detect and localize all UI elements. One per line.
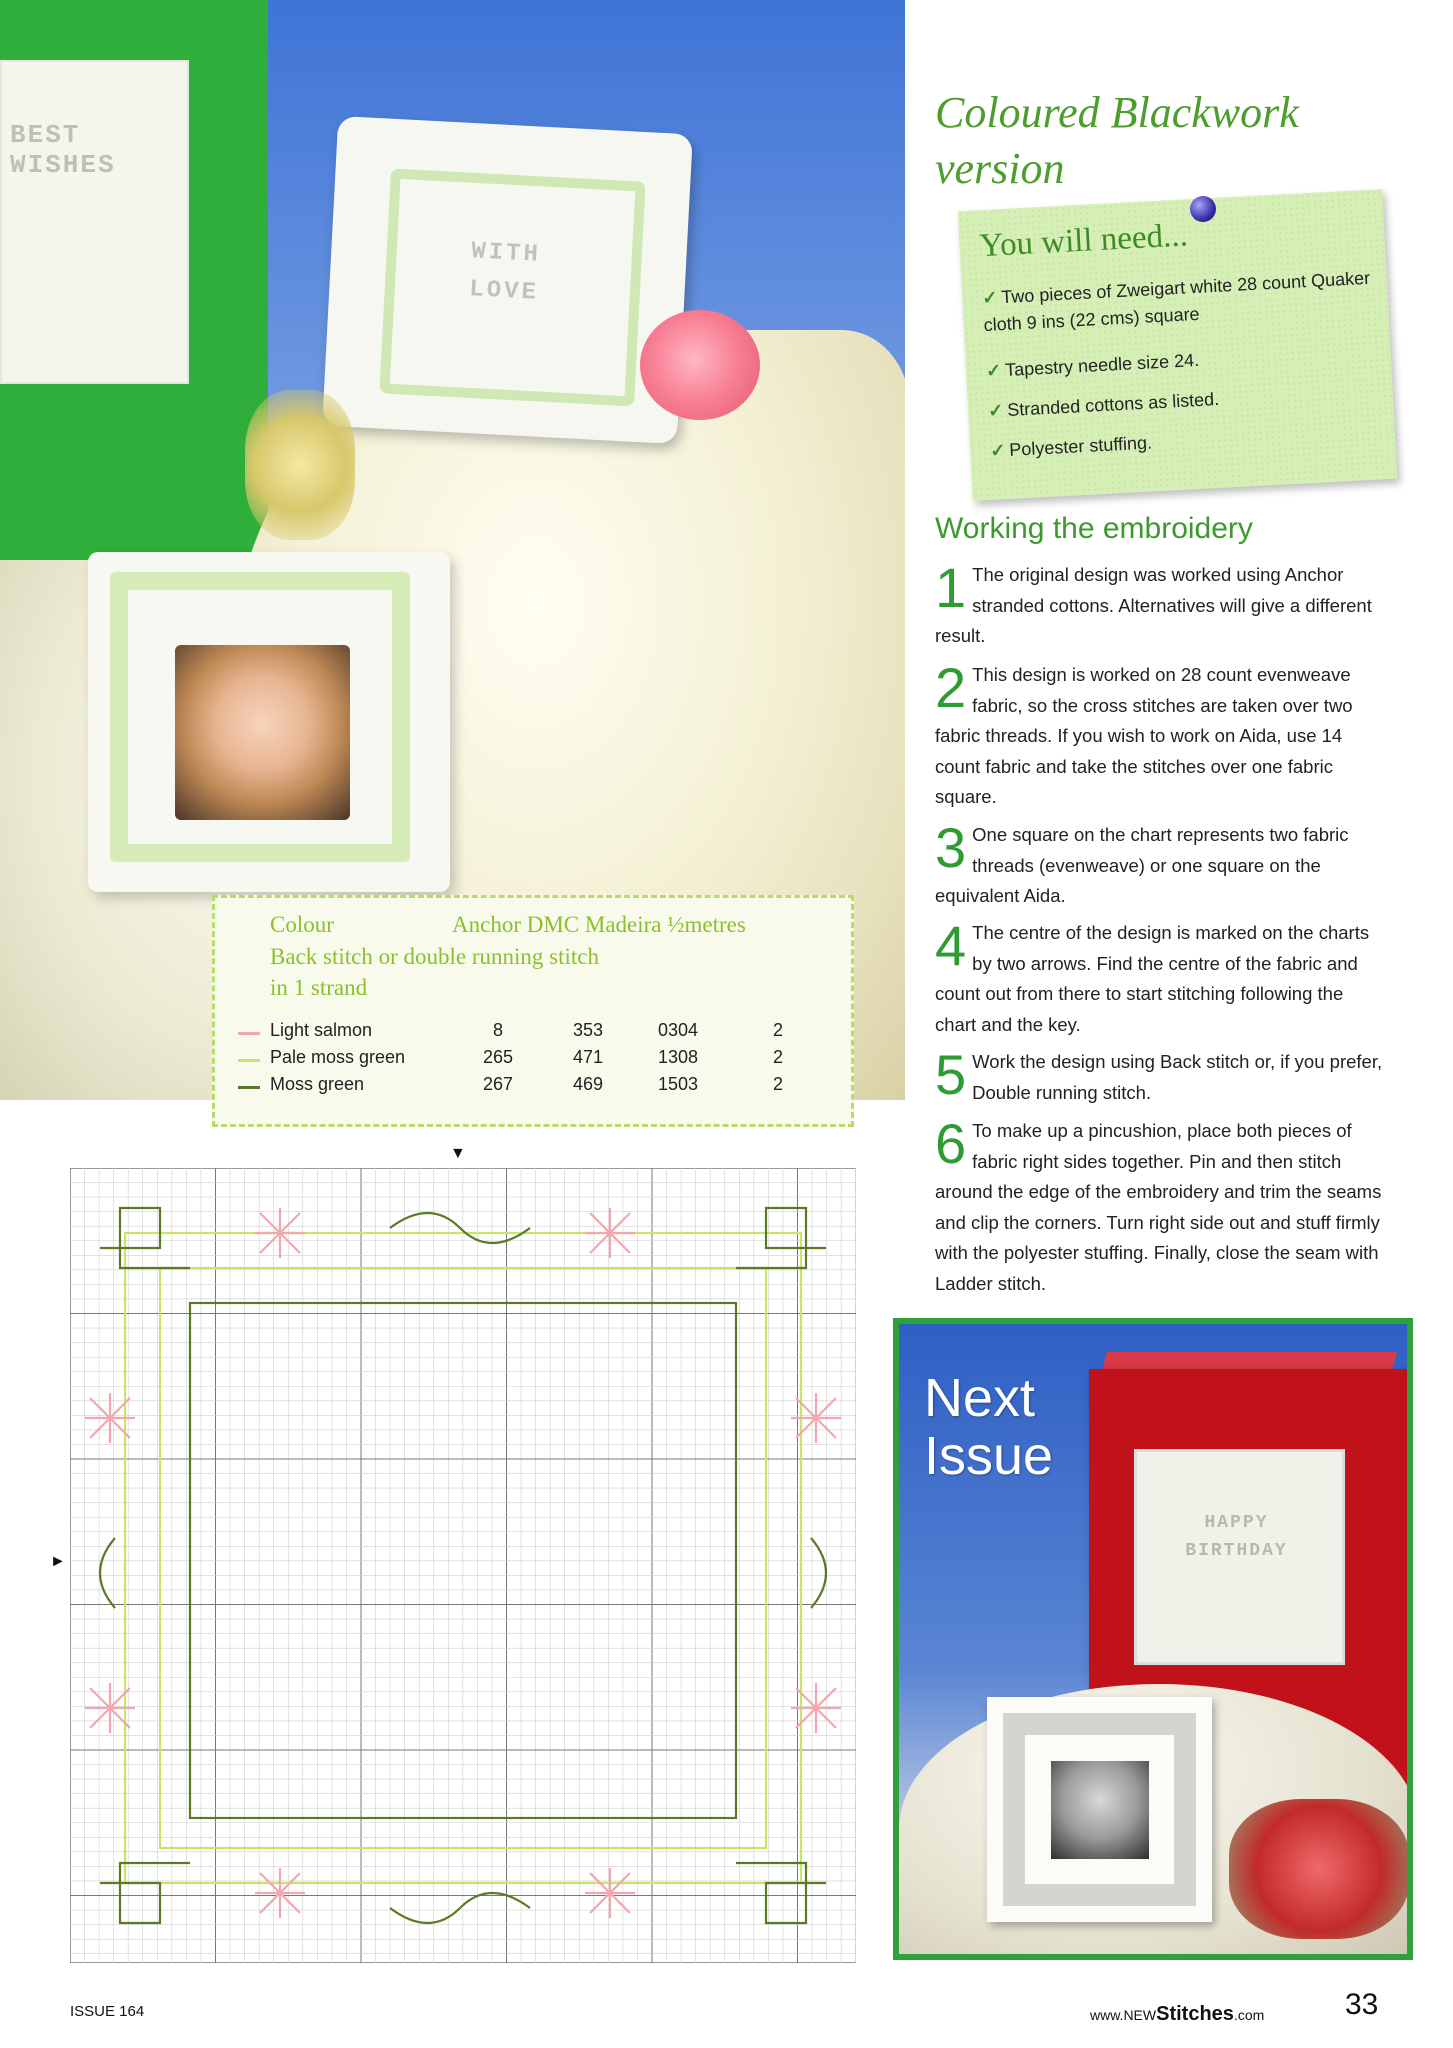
key-subheader-strand: in 1 strand <box>270 975 368 1000</box>
page-title <box>935 85 1355 197</box>
step-5 <box>935 1043 1387 1108</box>
you-will-need-card <box>958 189 1398 501</box>
anchor-number: 265 <box>483 1047 514 1067</box>
pin-icon <box>1190 196 1216 222</box>
child-photo <box>175 645 350 820</box>
site-brand: Stitches <box>1156 2003 1234 2025</box>
card-stitched-text <box>1144 1509 1329 1565</box>
issue-number: ISSUE 164 <box>70 2003 145 2020</box>
need-item <box>985 337 1386 385</box>
madeira-number: 1308 <box>658 1047 699 1067</box>
chart-grid <box>70 1168 856 1963</box>
key-row <box>238 1047 838 1073</box>
salmon-swatch <box>238 1032 260 1035</box>
step-text: The original design was worked using Anchor stranded cottons. Alternatives will give a different result. <box>935 564 1372 646</box>
page-title-line2: version <box>935 144 1065 193</box>
metres: 2 <box>773 1074 784 1094</box>
dmc-number: 471 <box>573 1047 604 1067</box>
thread-key-table <box>212 895 854 1127</box>
left-embroidered-card <box>0 60 189 384</box>
check-icon: ✓ <box>987 400 1004 421</box>
need-item-text: Two pieces of Zweigart white 28 count Quaker cloth 9 ins (22 cms) square <box>983 267 1371 336</box>
step-number: 3 <box>935 816 967 879</box>
need-item-text: Stranded cottons as listed. <box>1006 388 1220 420</box>
step-3 <box>935 816 1387 912</box>
need-item <box>982 264 1384 339</box>
blackwork-chart <box>70 1168 856 1963</box>
thread-name: Pale moss green <box>270 1047 406 1067</box>
site-prefix: www.NEW <box>1090 2007 1157 2023</box>
boy-photo <box>1051 1761 1149 1859</box>
yellow-flowers <box>245 390 355 540</box>
dmc-number: 353 <box>573 1020 604 1040</box>
salmon-motif <box>585 1868 635 1918</box>
metres: 2 <box>773 1047 784 1067</box>
check-icon: ✓ <box>981 287 998 309</box>
next-issue-panel <box>893 1318 1413 1960</box>
next-issue-line1: Next <box>924 1368 1036 1428</box>
left-card-stitched-text: BEST WISHES <box>10 120 116 180</box>
salmon-motif <box>85 1683 135 1733</box>
pale-moss-swatch <box>238 1059 260 1062</box>
pincushion-stitched-text <box>428 231 582 315</box>
need-item-text: Polyester stuffing. <box>1008 432 1153 460</box>
step-number: 4 <box>935 914 967 977</box>
key-header-colour: Colour <box>270 912 334 937</box>
step-1 <box>935 556 1387 652</box>
moss-swatch <box>238 1086 260 1089</box>
step-number: 5 <box>935 1043 967 1106</box>
card-text-line1: HAPPY <box>1204 1513 1269 1533</box>
step-text: This design is worked on 28 count evenweave fabric, so the cross stitches are taken over two fabric threads. If you wish to work on Aida, use 14 count fabric and take the stitches over one fabric square. <box>935 664 1353 807</box>
chart-centre-arrow-left: ► <box>50 1553 66 1570</box>
page-title-line1: Coloured Blackwork <box>935 88 1299 137</box>
step-number: 6 <box>935 1112 967 1175</box>
salmon-motif <box>255 1868 305 1918</box>
step-number: 2 <box>935 656 967 719</box>
step-text: The centre of the design is marked on the charts by two arrows. Find the centre of the fabric and count out from there to start stitching following the chart and the key. <box>935 922 1370 1035</box>
step-2 <box>935 656 1387 813</box>
salmon-motif <box>85 1393 135 1443</box>
page-number: 33 <box>1345 1988 1379 2021</box>
thread-name: Moss green <box>270 1074 365 1094</box>
salmon-motif <box>791 1393 841 1443</box>
step-number: 1 <box>935 556 967 619</box>
dmc-number: 469 <box>573 1074 604 1094</box>
key-subheader-stitch: Back stitch or double running stitch <box>270 944 599 969</box>
anchor-number: 8 <box>493 1020 504 1040</box>
red-roses <box>1229 1799 1409 1939</box>
metres: 2 <box>773 1020 784 1040</box>
check-icon: ✓ <box>989 440 1006 461</box>
step-6 <box>935 1112 1387 1299</box>
key-row <box>238 1020 838 1046</box>
salmon-motif <box>791 1683 841 1733</box>
website-url[interactable] <box>1090 2003 1264 2026</box>
need-item <box>990 417 1391 465</box>
working-heading: Working the embroidery <box>935 512 1253 545</box>
pink-rose <box>640 310 760 420</box>
step-text: One square on the chart represents two fabric threads (evenweave) or one square on the equivalent Aida. <box>935 824 1349 906</box>
step-text: To make up a pincushion, place both pieces of fabric right sides together. Pin and then stitch around the edge of the embroidery and trim the seams and clip the corners. Turn right side out and stuff firmly with the polyester stuffing. Finally, close the seam with Ladder stitch. <box>935 1120 1382 1294</box>
need-item-text: Tapestry needle size 24. <box>1004 349 1200 381</box>
step-4 <box>935 914 1387 1040</box>
madeira-number: 0304 <box>658 1020 699 1040</box>
chart-centre-arrow-top: ▼ <box>450 1145 466 1162</box>
key-header-brands: Anchor DMC Madeira ½metres <box>452 912 746 937</box>
madeira-number: 1503 <box>658 1074 699 1094</box>
thread-name: Light salmon <box>270 1020 373 1040</box>
need-item <box>988 377 1389 425</box>
check-icon: ✓ <box>985 360 1002 382</box>
pincushion-text-line1: WITH <box>470 238 542 269</box>
salmon-motif <box>255 1208 305 1258</box>
next-issue-line2: Issue <box>924 1426 1054 1486</box>
site-suffix: .com <box>1233 2007 1265 2023</box>
next-issue-title <box>924 1369 1053 1485</box>
key-row <box>238 1074 838 1100</box>
pincushion-text-line2: LOVE <box>468 276 540 307</box>
anchor-number: 267 <box>483 1074 514 1094</box>
salmon-motif <box>585 1208 635 1258</box>
card-text-line2: BIRTHDAY <box>1185 1541 1288 1561</box>
you-will-need-title: You will need... <box>978 217 1189 265</box>
step-text: Work the design using Back stitch or, if you prefer, Double running stitch. <box>972 1051 1383 1103</box>
